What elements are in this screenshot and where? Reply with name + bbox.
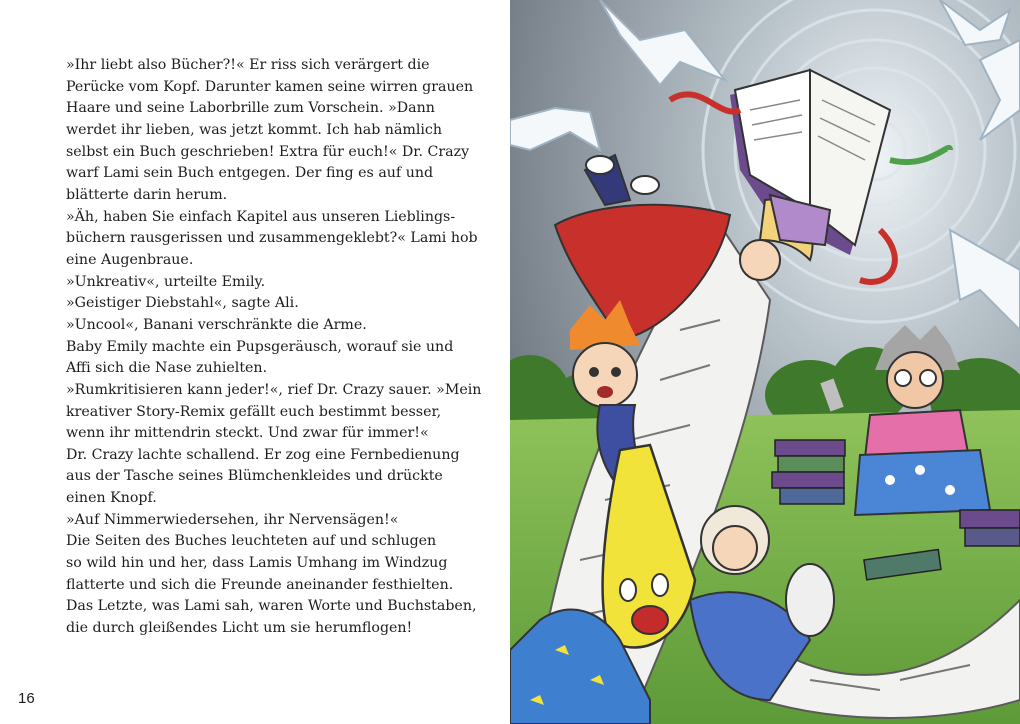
text-line: »Auf Nimmerwiedersehen, ihr Nervensägen!« xyxy=(66,511,399,528)
illustration xyxy=(510,0,1020,724)
story-text xyxy=(66,55,482,640)
text-line: Affi sich die Nase zuhielten. xyxy=(66,360,268,377)
text-line: »Geistiger Diebstahl«, sagte Ali. xyxy=(66,295,299,312)
text-line: Baby Emily machte ein Pupsgeräusch, worauf sie und xyxy=(66,338,454,355)
text-line: »Uncool«, Banani verschränkte die Arme. xyxy=(66,316,367,333)
text-line: eine Augenbraue. xyxy=(66,251,194,268)
text-line: kreativer Story-Remix gefällt euch bestimmt besser, xyxy=(66,403,442,420)
text-line: werdet ihr lieben, was jetzt kommt. Ich hab nämlich xyxy=(66,121,443,138)
text-line: die durch gleißendes Licht um sie herumflogen! xyxy=(66,620,413,637)
page-number: 16 xyxy=(18,690,35,707)
text-line: »Ihr liebt also Bücher?!« Er riss sich verärgert die xyxy=(66,57,430,73)
text-line: »Rumkritisieren kann jeder!«, rief Dr. Crazy sauer. »Mein xyxy=(66,381,482,398)
text-line: einen Knopf. xyxy=(66,490,157,507)
text-line: Haare und seine Laborbrille zum Vorschein. »Dann xyxy=(66,100,435,117)
text-line: wenn ihr mittendrin steckt. Und zwar für immer!« xyxy=(66,425,429,442)
text-line: blätterte darin herum. xyxy=(66,186,228,203)
text-line: so wild hin und her, dass Lamis Umhang im Windzug xyxy=(66,555,448,572)
text-line: »Äh, haben Sie einfach Kapitel aus unseren Lieblings- xyxy=(66,208,456,225)
text-line: warf Lami sein Buch entgegen. Der fing es auf und xyxy=(66,165,434,182)
text-line: selbst ein Buch geschrieben! Extra für euch!« Dr. Crazy xyxy=(66,143,470,160)
text-line: Das Letzte, was Lami sah, waren Worte und Buchstaben, xyxy=(66,598,477,615)
text-line: flatterte und sich die Freunde aneinander festhielten. xyxy=(66,576,454,593)
illustration-art xyxy=(510,0,1020,724)
text-line: Dr. Crazy lachte schallend. Er zog eine Fernbedienung xyxy=(66,446,460,463)
text-line: Die Seiten des Buches leuchteten auf und schlugen xyxy=(66,533,437,550)
text-line: Perücke vom Kopf. Darunter kamen seine wirren grauen xyxy=(66,78,474,95)
text-line: büchern rausgerissen und zusammengeklebt?« Lami hob xyxy=(66,230,478,247)
text-line: »Unkreativ«, urteilte Emily. xyxy=(66,273,266,290)
text-line: aus der Tasche seines Blümchenkleides und drückte xyxy=(66,468,443,485)
